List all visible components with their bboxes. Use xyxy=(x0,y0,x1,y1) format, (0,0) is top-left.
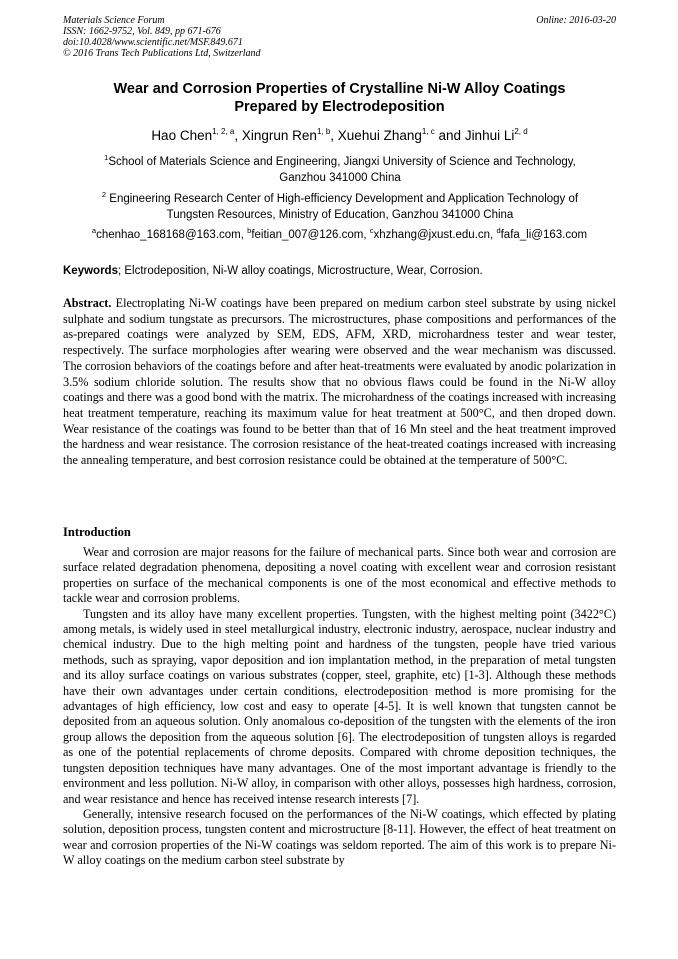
copyright-line: © 2016 Trans Tech Publications Ltd, Switzerland xyxy=(63,48,261,59)
introduction-paragraph: Wear and corrosion are major reasons for the failure of mechanical parts. Since both wear and corrosion are surface related degradation phenomena, depositing a novel coating with excellent wear and corrosion resistant properties on surface of the mechanical components is one of the most economical and effective methods to tackle wear and corrosion problems. xyxy=(63,545,616,606)
author-affil-sup: 1, c xyxy=(421,127,435,136)
author-affil-sup: 2, d xyxy=(514,127,528,136)
abstract-text: Electroplating Ni-W coatings have been prepared on medium carbon steel substrate by using nickel sulphate and sodium tungstate as precursors. The microstructures, phase compositions and performances of the as-prepared coatings were analyzed by SEM, EDS, AFM, XRD, microhardness tester and wear tester, respectively. The surface morphologies after wearing were observed and the wear mechanism was discussed. The corrosion behaviors of the coatings before and after heat-treatments were evaluated by anodic polarization in 3.5% sodium chloride solution. The results show that no obvious flaws could be found in the Ni-W alloy coatings and there was a good bond with the matrix. The microhardness of the coatings increased with increasing heat treatment temperature, reaching its maximum value for heat treatment at 500°C, and then droped down. Wear resistance of the coatings was found to be better than that of 16 Mn steel and the heat treatment improved the hardness and wear resistance. The corrosion resistance of the heat-treated coatings increased with increasing the annealing temperature, and best corrosion resistance could be obtained at the temperature of 500°C. xyxy=(63,296,616,468)
affiliation-sup: 1 xyxy=(104,153,109,162)
email-sup: b xyxy=(247,226,252,235)
affiliation-line: School of Materials Science and Engineering, Jiangxi University of Science and Technology, xyxy=(108,156,576,168)
doi-line[interactable]: doi:10.4028/www.scientific.net/MSF.849.671 xyxy=(63,37,243,48)
affiliation-line: Ganzhou 341000 China xyxy=(279,172,401,184)
email-separator: , xyxy=(240,229,248,241)
email-address[interactable]: chenhao_168168@163.com xyxy=(96,229,241,241)
email-address[interactable]: fafa_li@163.com xyxy=(500,229,588,241)
abstract xyxy=(63,296,616,469)
author-name: Hao Chen xyxy=(151,128,213,143)
keywords xyxy=(63,263,616,279)
author-list xyxy=(63,128,616,144)
email-list xyxy=(63,227,616,243)
journal-header xyxy=(63,15,616,59)
introduction-paragraph: Generally, intensive research focused on the performances of the Ni-W coatings, which effected by plating solution, deposition process, tungsten content and microstructure [8-11]. However, the effect of heat treatment on wear and corrosion properties of the Ni-W coatings was seldom reported. The aim of this work is to prepare Ni-W alloy coatings on the medium carbon steel substrate by xyxy=(63,806,616,868)
affiliation-1 xyxy=(70,154,610,186)
online-date: Online: 2016-03-20 xyxy=(536,15,616,26)
author-separator: and xyxy=(434,128,465,143)
keywords-text: ; Elctrodeposition, Ni-W alloy coatings, Microstructure, Wear, Corrosion. xyxy=(117,265,483,277)
affiliation-line: Tungsten Resources, Ministry of Education, Ganzhou 341000 China xyxy=(166,209,514,221)
email-sup: d xyxy=(496,226,501,235)
author-separator: , xyxy=(330,128,338,143)
author-name: Jinhui Li xyxy=(464,128,515,143)
author-name: Xuehui Zhang xyxy=(337,128,422,143)
keywords-label: Keywords xyxy=(63,265,118,277)
author-affil-sup: 1, 2, a xyxy=(212,127,235,136)
email-address[interactable]: xhzhang@jxust.edu.cn xyxy=(373,229,491,241)
title-line-2: Prepared by Electrodeposition xyxy=(234,99,445,115)
email-separator: , xyxy=(490,229,497,241)
paper-title xyxy=(63,80,616,116)
abstract-label: Abstract. xyxy=(63,296,112,310)
affiliation-2 xyxy=(70,191,610,223)
author-name: Xingrun Ren xyxy=(241,128,317,143)
email-sup: a xyxy=(91,226,97,235)
affiliation-sup: 2 xyxy=(101,190,107,199)
issn-line: ISSN: 1662-9752, Vol. 849, pp 671-676 xyxy=(63,26,221,37)
journal-name: Materials Science Forum xyxy=(63,15,165,26)
email-separator: , xyxy=(363,229,370,241)
title-line-1: Wear and Corrosion Properties of Crystalline Ni-W Alloy Coatings xyxy=(113,81,566,97)
introduction-paragraph: Tungsten and its alloy have many excellent properties. Tungsten, with the highest melting point (3422°C) among metals, is widely used in steel metallurgical industry, electronic industry, aerospace, nuclear industry and chemical industry. Due to the high melting point and hardness of the tungsten, people have tried various methods, such as spraying, vapor deposition and ion implantation method, in the preparation of metal tungsten and its alloy surface coatings on various substrates (copper, steel, graphite, etc) [1-3]. Although these methods have their own advantages under certain conditions, electrodeposition method is more promising for the advantages of high efficiency, low cost and easy to operate [4-5]. It is well known that tungsten cannot be deposited from an aqueous solution. Only anomalous co-deposition of the tungsten with the elements of the iron group allows the deposition from the aqueous solution [6]. The electrodeposition of tungsten alloys is regarded as one of the potential replacements of chrome deposits. Compared with chrome deposition techniques, the tungsten deposition techniques have many advantages. One of the most important advantage is friendly to the environment and less pollution. Ni-W alloy, in comparison with other alloys, possesses high hardness, corrosion, and wear resistance and hence has received intense research interests [7]. xyxy=(63,606,616,806)
email-sup: c xyxy=(369,226,374,235)
introduction-body xyxy=(63,545,616,869)
section-heading-introduction: Introduction xyxy=(63,525,131,539)
affiliation-line: Engineering Research Center of High-efficiency Development and Application Technology of xyxy=(106,193,579,205)
email-address[interactable]: feitian_007@126.com xyxy=(251,229,364,241)
author-affil-sup: 1, b xyxy=(316,127,331,136)
author-separator: , xyxy=(234,128,242,143)
